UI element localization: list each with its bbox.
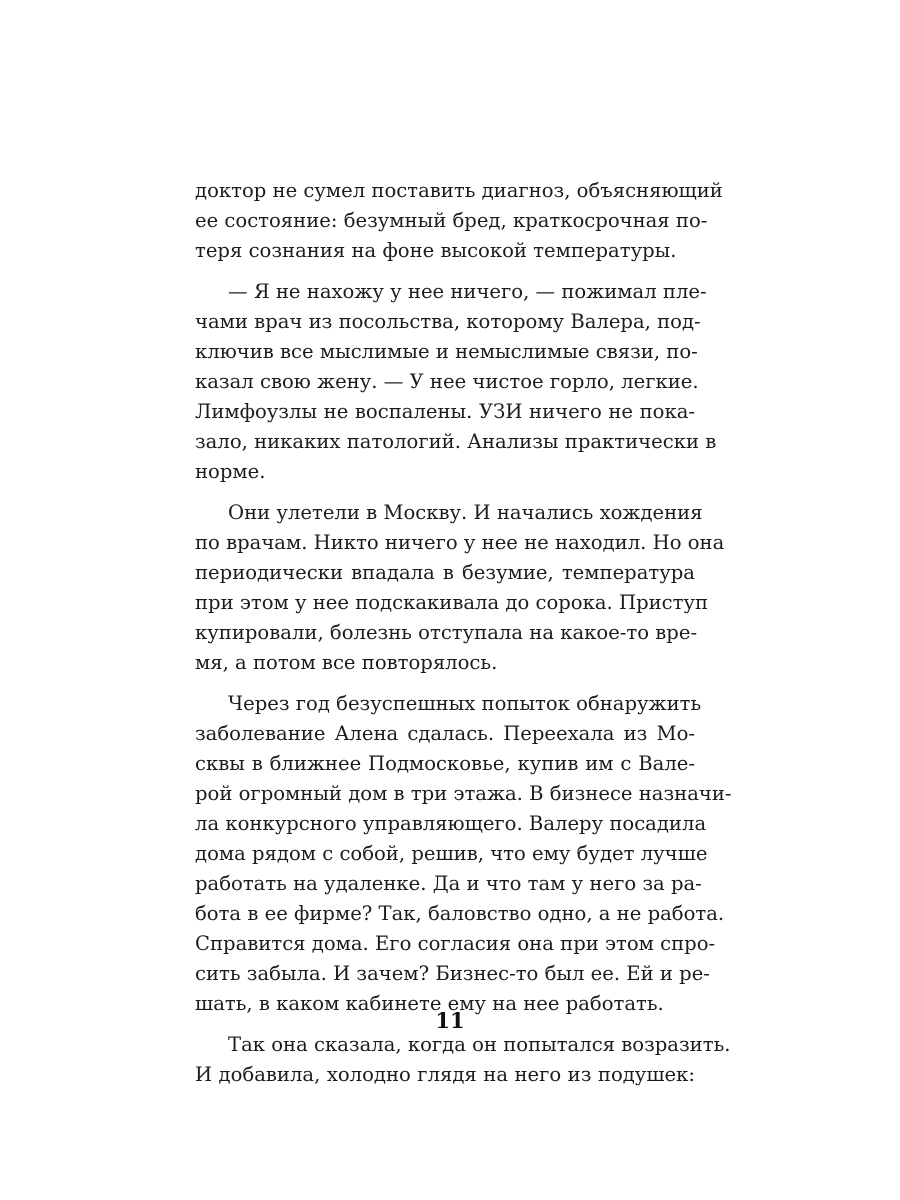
- text-line: бота в ее фирме? Так, баловство одно, а не работа.: [195, 902, 725, 925]
- text-line: сквы в ближнее Подмосковье, купив им с Вале-: [195, 752, 695, 775]
- text-line: ла конкурсного управляющего. Валеру посадила: [195, 812, 707, 835]
- text-line: шать, в каком кабинете ему на нее работать.: [195, 992, 664, 1015]
- text-line: дома рядом с собой, решив, что ему будет лучше: [195, 842, 708, 865]
- page-number: 11: [435, 1008, 465, 1033]
- text-line: мя, а потом все повторялось.: [195, 651, 498, 674]
- text-line: при этом у нее подскакивала до сорока. Приступ: [195, 591, 709, 614]
- text-line: по врачам. Никто ничего у нее не находил. Но она: [195, 531, 725, 554]
- text-line: зало, никаких патологий. Анализы практически в: [195, 430, 717, 453]
- text-line: периодически впадала в безумие, температура: [195, 561, 695, 584]
- text-line: казал свою жену. — У нее чистое горло, легкие.: [195, 370, 699, 393]
- text-line: Так она сказала, когда он попытался возразить.: [228, 1033, 731, 1056]
- paragraph: [195, 689, 732, 1019]
- text-line: заболевание Алена сдалась. Переехала из Мо-: [195, 722, 695, 745]
- paragraph: [195, 176, 723, 266]
- text-line: Они улетели в Москву. И начались хождения: [228, 501, 703, 524]
- text-line: теря сознания на фоне высокой температуры.: [195, 239, 677, 262]
- text-line: доктор не сумел поставить диагноз, объясняющий: [195, 179, 723, 202]
- text-line: сить забыла. И зачем? Бизнес-то был ее. Ей и ре-: [195, 962, 710, 985]
- text-line: купировали, болезнь отступала на какое-то вре-: [195, 621, 698, 644]
- paragraph: [195, 1030, 731, 1090]
- text-line: работать на удаленке. Да и что там у него за ра-: [195, 872, 702, 895]
- body-text: [195, 176, 732, 1101]
- paragraph: [195, 498, 725, 678]
- text-line: чами врач из посольства, которому Валера, под-: [195, 310, 701, 333]
- text-line: — Я не нахожу у нее ничего, — пожимал пле-: [228, 280, 707, 303]
- text-line: И добавила, холодно глядя на него из подушек:: [195, 1063, 695, 1086]
- text-line: Справится дома. Его согласия она при этом спро-: [195, 932, 716, 955]
- text-line: ключив все мыслимые и немыслимые связи, по-: [195, 340, 698, 363]
- text-line: ее состояние: безумный бред, краткосрочная по-: [195, 209, 708, 232]
- text-line: Лимфоузлы не воспалены. УЗИ ничего не пока-: [195, 400, 695, 423]
- paragraph: [195, 277, 717, 487]
- text-line: рой огромный дом в три этажа. В бизнесе назначи-: [195, 782, 732, 805]
- text-line: норме.: [195, 460, 266, 483]
- text-line: Через год безуспешных попыток обнаружить: [228, 692, 702, 715]
